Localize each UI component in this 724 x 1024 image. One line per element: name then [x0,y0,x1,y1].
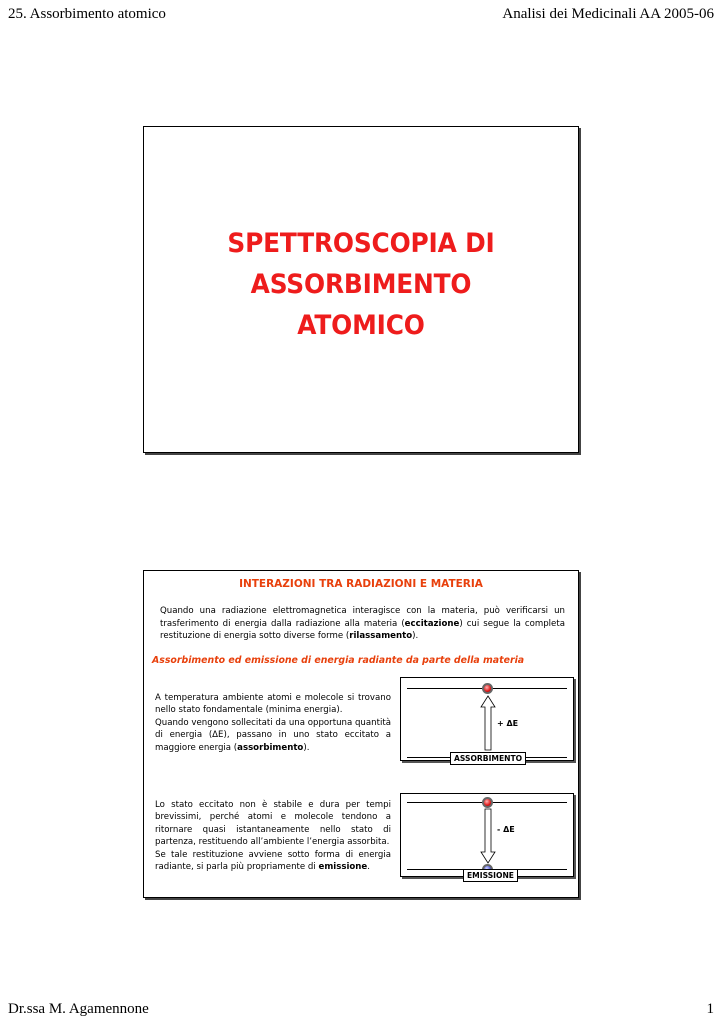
down-arrow-icon [480,808,496,864]
slide-title-line-2: ASSORBIMENTO [250,269,472,300]
emission-text-3: . [367,862,370,873]
emission-diagram [400,793,574,880]
intro-text-3: ). [412,631,419,641]
emission-text-1: Lo stato eccitato non è stabile e dura per tempi brevissimi, perché atomi e molecole tendono a ritornare quasi istantaneamente nello stato di partenza, restituendo all’ambiente l’energia assorbita. [155,800,391,848]
up-arrow-icon [480,695,496,751]
intro-text-2: ) cui segue la completa restituzione di energia sotto diverse forme ( [160,618,565,641]
excited-state-dot [482,683,493,694]
emission-text-2: Se tale restituzione avviene sotto forma di energia radiante, si parla più propriamente di [155,849,391,873]
emission-paragraph [155,799,391,873]
slide-subheading: Assorbimento ed emissione di energia radiante da parte della materia [152,655,525,666]
absorption-bold: assorbimento [237,742,304,753]
emission-bold: emissione [318,862,368,873]
content-slide [143,570,579,898]
delta-e-minus-label: - ΔE [497,825,515,834]
absorption-text-1: A temperatura ambiente atomi e molecole si trovano nello stato fondamentale (minima energia). [155,693,391,716]
page-number: 1 [706,1001,714,1017]
page-header-left: 25. Assorbimento atomico [8,6,166,22]
intro-paragraph [160,605,565,643]
absorption-diagram [400,677,574,761]
absorption-text-2: Quando vengono sollecitati da una opportuna quantità di energia (ΔE), passano in uno stato eccitato a maggiore energia ( [155,717,391,753]
emission-tag: EMISSIONE [463,869,518,882]
title-slide [143,126,579,453]
slide-title-line-3: ATOMICO [297,310,425,341]
page-footer-author: Dr.ssa M. Agamennone [8,1001,149,1017]
slide-heading: INTERAZIONI TRA RADIAZIONI E MATERIA [239,578,483,590]
intro-bold-eccitazione: eccitazione [404,618,460,629]
page-header-right: Analisi dei Medicinali AA 2005-06 [502,6,714,22]
absorption-text-3: ). [303,742,310,753]
intro-text-1: Quando una radiazione elettromagnetica interagisce con la materia, può verificarsi un trasferimento di energia dalla radiazione alla materia ( [160,606,565,629]
intro-bold-rilassamento: rilassamento [349,631,413,641]
absorption-paragraph [155,692,391,754]
absorption-tag: ASSORBIMENTO [450,752,526,765]
excited-state-dot [482,797,493,808]
slide-title-line-1: SPETTROSCOPIA DI [227,228,495,259]
slide-title [161,223,560,346]
delta-e-plus-label: + ΔE [497,719,519,728]
